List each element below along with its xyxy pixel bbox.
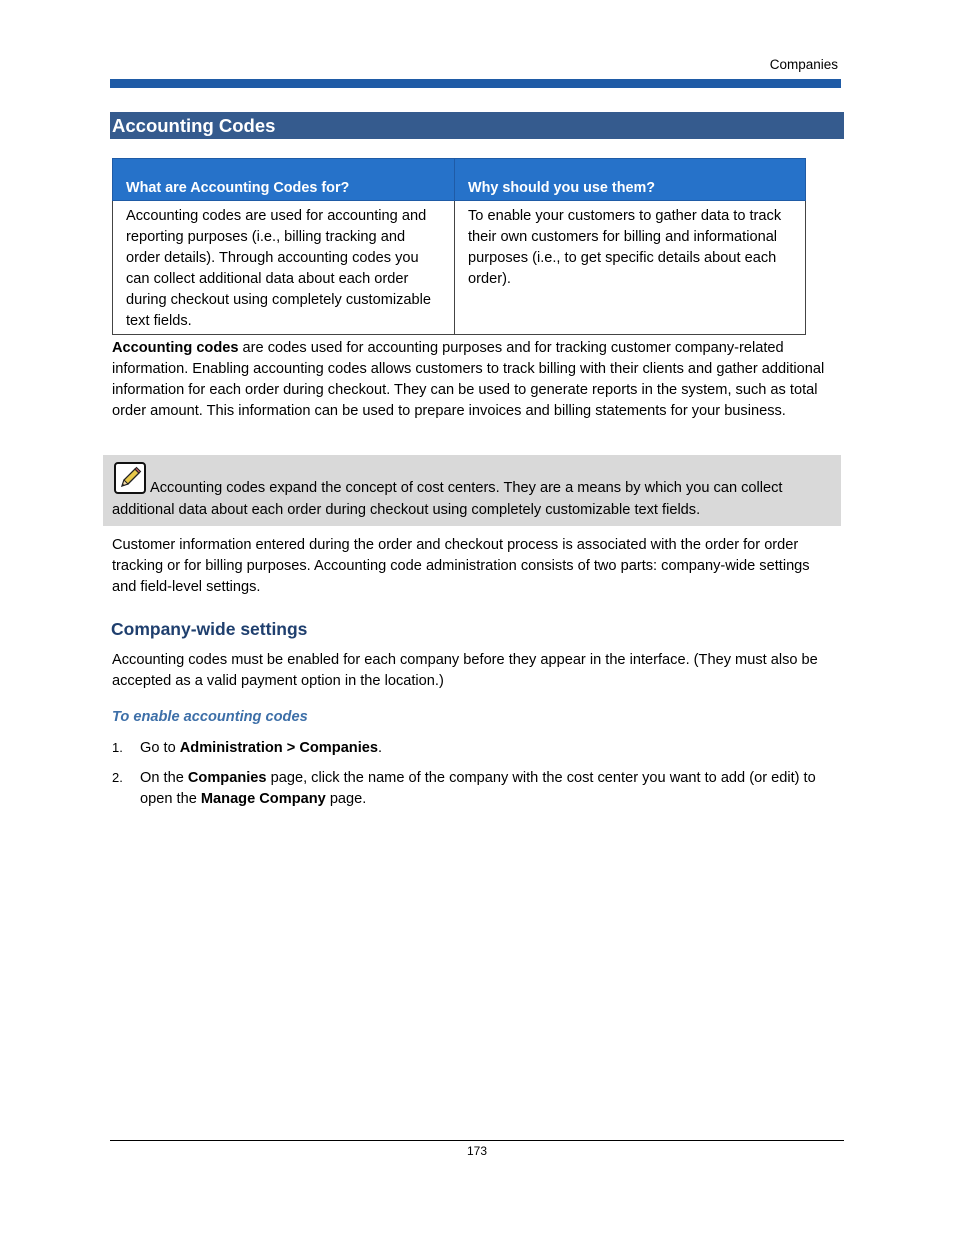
intro-table xyxy=(112,158,806,335)
subheading-company-wide: Company-wide settings xyxy=(111,619,308,639)
procedure-title: To enable accounting codes xyxy=(112,709,308,725)
ui-term: Companies xyxy=(187,770,267,786)
bold-term: Accounting codes xyxy=(112,340,239,356)
col1-cell: Accounting codes are used for accounting and reporting purposes (i.e., billing tracking and order details). Through accounting codes you can collect additional data about each order during checkout using completely customizable text fields. xyxy=(113,201,455,335)
col2-cell: To enable your customers to gather data to track their own customers for billing and informational purposes (i.e., to get specific details about each order). xyxy=(455,201,806,335)
note-text: Accounting codes expand the concept of cost centers. They are a means by which you can collect additional data about each order during checkout using completely customizable text fields. xyxy=(112,480,783,518)
ui-term: Administration > Companies xyxy=(179,740,379,756)
step-text: Go to Administration > Companies. xyxy=(140,740,383,756)
running-header: Companies xyxy=(769,57,838,72)
paragraph-customer-info: Customer information entered during the order and checkout process is associated with the order for order tracking or for billing purposes. Accounting code administration consists of two parts: company-wide settings and field-level settings. xyxy=(112,537,810,595)
section-title: Accounting Codes xyxy=(110,112,844,139)
step-number: 2. xyxy=(112,770,123,785)
paragraph-enable-requirement: Accounting codes must be enabled for each company before they appear in the interface. (They must also be accepted as a valid payment option in the location.) xyxy=(112,652,818,689)
step-number: 1. xyxy=(112,740,123,755)
note-box xyxy=(103,455,841,526)
paragraph-text: are codes used for accounting purposes and for tracking customer company-related information. Enabling accounting codes allows customers to track billing with their clients and gather additional information for each order during checkout. They can be used to generate reports in the system, such as total order amount. This information can be used to prepare invoices and billing statements for your business. xyxy=(112,340,825,419)
footer-rule xyxy=(110,1140,844,1141)
paragraph-accounting-codes xyxy=(112,338,834,422)
page-number: 173 xyxy=(466,1144,488,1158)
ui-term: Manage Company xyxy=(200,791,326,807)
col2-header: Why should you use them? xyxy=(455,159,806,201)
header-rule xyxy=(110,79,841,88)
step-text: On the Companies page, click the name of the company with the cost center you want to add (or edit) to open the Manage Company page. xyxy=(140,770,816,807)
col1-header: What are Accounting Codes for? xyxy=(113,159,455,201)
